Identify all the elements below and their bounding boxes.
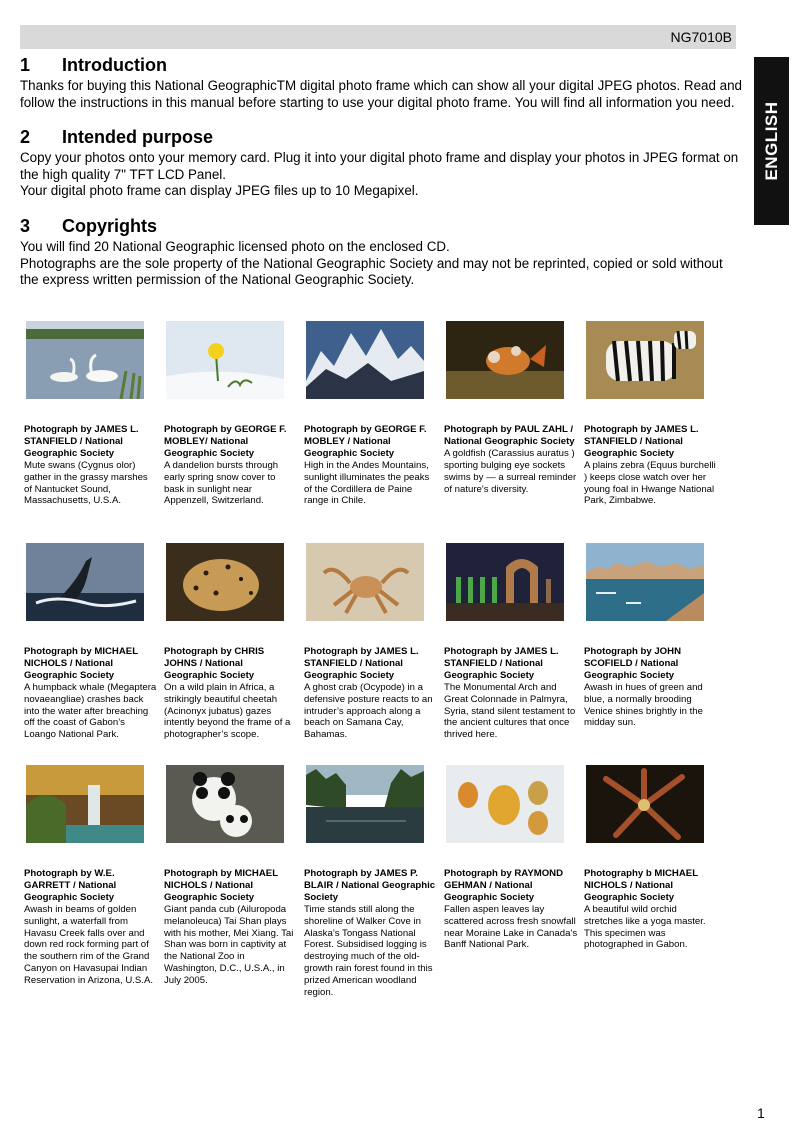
waterfall-photo	[26, 765, 144, 843]
photo-description: Time stands still along the shoreline of Walker Cove in Alaska’s Tongass National Forest. Subsidised logging is destroying much of the old-growth rain forest found in this prized American woodland region.	[304, 903, 433, 999]
photo-credit: Photograph by MICHAEL NICHOLS / National Geographic Society	[24, 646, 138, 681]
manual-content	[20, 54, 742, 304]
photo-description: The Monumental Arch and Great Colonnade in Palmyra, Syria, stand silent testament to the ancient cultures that once thrived here.	[444, 681, 576, 741]
ruins-photo	[446, 543, 564, 621]
section-paragraph: Your digital photo frame can display JPEG files up to 10 Megapixel.	[20, 183, 419, 199]
photo-description: A dandelion bursts through early spring snow cover to bask in sunlight near Appenzell, Switzerland.	[164, 459, 279, 507]
photo-card	[24, 765, 164, 1005]
section-paragraph: You will find 20 National Geographic licensed photo on the enclosed CD.	[20, 238, 450, 254]
photo-credit: Photograph by RAYMOND GEHMAN / National Geographic Society	[444, 868, 564, 903]
language-tab	[754, 57, 789, 225]
photo-card	[24, 321, 164, 543]
photo-card	[444, 765, 584, 1005]
photo-credit: Photograph by JAMES L. STANFIELD / National Geographic Society	[24, 424, 139, 459]
language-label: ENGLISH	[761, 101, 781, 181]
photo-credit: Photography b MICHAEL NICHOLS / National Geographic Society	[584, 868, 698, 903]
photo-description: Giant panda cub (Ailuropoda melanoleuca) Tai Shan plays with his mother, Mei Xiang. Tai Shan was born in captivity at the National Zoo in Washington, D.C., U.S.A., in July 2005.	[164, 903, 294, 987]
section-title: Introduction	[62, 55, 167, 75]
section-number: 2	[20, 127, 31, 148]
photo-card	[304, 321, 444, 543]
section-heading	[20, 54, 742, 76]
photo-card	[444, 543, 584, 765]
photo-description: Fallen aspen leaves lay scattered across fresh snowfall near Moraine Lake in Canada’s Banff National Park.	[444, 903, 578, 951]
photo-description: On a wild plain in Africa, a strikingly beautiful cheetah (Acinonyx jubatus) gazes intently beyond the frame of a photographer’s scope.	[164, 681, 291, 741]
photo-credit: Photograph by JAMES L. STANFIELD / National Geographic Society	[584, 424, 699, 459]
photo-card	[304, 543, 444, 765]
whale-photo	[26, 543, 144, 621]
photo-credit: Photograph by JAMES P. BLAIR / National Geographic Society	[304, 868, 436, 903]
section-number: 3	[20, 215, 31, 236]
photo-card	[24, 543, 164, 765]
photo-card	[164, 321, 304, 543]
section-heading	[20, 126, 742, 148]
photo-description: A plains zebra (Equus burchelli ) keeps close watch over her young foal in Hwange National Park, Zimbabwe.	[584, 459, 716, 507]
cheetah-photo	[166, 543, 284, 621]
photo-credit: Photograph by MICHAEL NICHOLS / National Geographic Society	[164, 868, 278, 903]
photo-row	[24, 543, 724, 765]
photo-credit: Photograph by CHRIS JOHNS / National Geographic Society	[164, 646, 265, 681]
section-number: 1	[20, 55, 31, 75]
section-paragraph: Photographs are the sole property of the National Geographic Society and may not be reprinted, copied or sold without the express written permission of the National Geographic Society.	[20, 255, 723, 288]
photo-card	[444, 321, 584, 543]
photo-description: A beautiful wild orchid stretches like a yoga master. This specimen was photographed in Gabon.	[584, 903, 706, 951]
panda-photo	[166, 765, 284, 843]
photo-credit: Photograph by JAMES L. STANFIELD / National Geographic Society	[304, 646, 419, 681]
photo-description: Awash in beams of golden sunlight, a waterfall from Havasu Creek falls over and down red rock forming part of the southern rim of the Grand Canyon on Havasupai Indian Reservation in Arizona, U.S.A.	[24, 903, 154, 987]
photo-description: Awash in hues of green and blue, a normally brooding Venice shines brightly in the midday sun.	[584, 681, 703, 729]
swans-photo	[26, 321, 144, 399]
photo-credit: Photograph by JOHN SCOFIELD / National Geographic Society	[584, 646, 682, 681]
forest-cove-photo	[306, 765, 424, 843]
section-paragraph: Copy your photos onto your memory card. Plug it into your digital photo frame and display your photos in JPEG format on the high quality 7" TFT LCD Panel.	[20, 150, 739, 182]
photo-row	[24, 321, 724, 543]
section-paragraph: Thanks for buying this National GeographicTM digital photo frame which can show all your digital JPEG photos. Read and follow the instructions in this manual before starting to use your digital photo frame. You will find all information you need.	[20, 78, 742, 110]
section-heading	[20, 215, 742, 237]
photo-description: A ghost crab (Ocypode) in a defensive posture reacts to an intruder’s approach along a beach on Samana Cay, Bahamas.	[304, 681, 433, 741]
orchid-photo	[586, 765, 704, 843]
photo-credit: Photograph by PAUL ZAHL / National Geographic Society	[444, 424, 575, 447]
goldfish-photo	[446, 321, 564, 399]
photo-grid	[24, 321, 724, 1005]
photo-credit: Photograph by GEORGE F. MOBLEY/ National Geographic Society	[164, 424, 287, 459]
section-introduction	[20, 54, 742, 111]
dandelion-photo	[166, 321, 284, 399]
photo-card	[584, 765, 724, 1005]
aspen-leaves-photo	[446, 765, 564, 843]
photo-credit: Photograph by JAMES L. STANFIELD / National Geographic Society	[444, 646, 559, 681]
photo-card	[584, 543, 724, 765]
crab-photo	[306, 543, 424, 621]
photo-card	[584, 321, 724, 543]
photo-description: A goldfish (Carassius auratus ) sporting bulging eye sockets swims by — a surreal reminder of nature's diversity.	[444, 447, 577, 495]
mountains-photo	[306, 321, 424, 399]
section-copyrights	[20, 215, 742, 289]
photo-credit: Photograph by W.E. GARRETT / National Geographic Society	[24, 868, 117, 903]
photo-credit: Photograph by GEORGE F. MOBLEY / National Geographic Society	[304, 424, 427, 459]
photo-card	[164, 765, 304, 1005]
photo-description: A humpback whale (Megaptera novaeangliae) crashes back into the water after breaching off the coast of Gabon’s Loango National Park.	[24, 681, 157, 741]
zebra-photo	[586, 321, 704, 399]
header-bar	[20, 25, 736, 49]
photo-description: High in the Andes Mountains, sunlight illuminates the peaks of the Cordillera de Paine range in Chile.	[304, 459, 430, 507]
photo-card	[164, 543, 304, 765]
venice-photo	[586, 543, 704, 621]
photo-description: Mute swans (Cygnus olor) gather in the grassy marshes of Nantucket Sound, Massachusetts, U.S.A.	[24, 459, 148, 507]
section-intended-purpose	[20, 126, 742, 200]
model-number: NG7010B	[670, 29, 732, 45]
photo-card	[304, 765, 444, 1005]
section-title: Intended purpose	[62, 127, 214, 148]
photo-row	[24, 765, 724, 1005]
section-title: Copyrights	[62, 215, 158, 236]
page-number: 1	[757, 1105, 765, 1121]
